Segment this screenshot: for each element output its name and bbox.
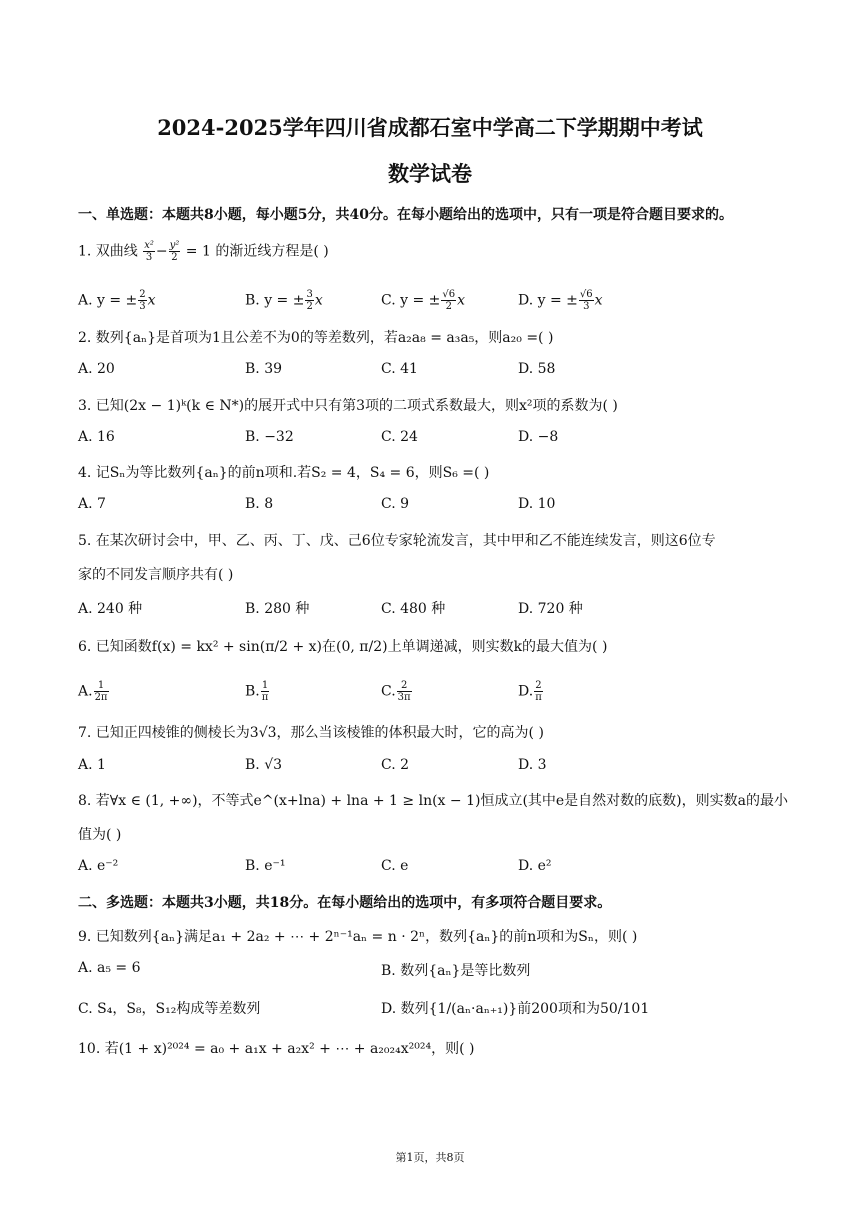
page-footer: 第1页，共8页 — [395, 1151, 465, 1164]
question-10: 10. 若(1 + x)²⁰²⁴ = a₀ + a₁x + a₂x² + ⋯ + a₂₀₂₄x²⁰²⁴，则( ) — [78, 1041, 475, 1057]
q3-option-a: A. 16 — [78, 429, 115, 445]
q3-option-b: B. −32 — [245, 429, 294, 445]
q9-option-a: A. a₅ = 6 — [78, 960, 141, 976]
q7-option-a: A. 1 — [78, 757, 106, 773]
q5-option-b: B. 280 种 — [245, 601, 310, 617]
q9-option-d: D. 数列{1/(aₙ·aₙ₊₁)}前200项和为50/101 — [381, 1001, 650, 1017]
q8-option-a: A. e⁻² — [78, 858, 119, 874]
q5-option-a: A. 240 种 — [78, 601, 143, 617]
q1-option-a: A. y = ± $\frac{2}{3}$ x — [78, 289, 156, 312]
question-1: 1. 双曲线 $\frac{\text{x²}}{3}$ − $\frac{\text{y²}}{2}$ = 1 的渐近线方程是( ) — [78, 240, 329, 263]
question-4: 4. 记Sₙ为等比数列{aₙ}的前n项和.若S₂ = 4，S₄ = 6，则S₆ =( ) — [78, 465, 490, 481]
question-2: 2. 数列{aₙ}是首项为1且公差不为0的等差数列，若a₂a₈ = a₃a₅，则a₂₀ =( ) — [78, 330, 554, 346]
q5-option-c: C. 480 种 — [381, 601, 446, 617]
question-5-line2: 家的不同发言顺序共有( ) — [78, 567, 234, 583]
section-single-choice: 一、单选题：本题共8小题，每小题5分，共40分。在每小题给出的选项中，只有一项是符合题目要求的。 — [78, 207, 733, 223]
page-subtitle: 数学试卷 — [388, 161, 472, 186]
q9-option-b: B. 数列{aₙ}是等比数列 — [381, 963, 531, 979]
question-1-stem-end: 的渐近线方程是( ) — [215, 243, 329, 260]
q4-option-b: B. 8 — [245, 496, 274, 512]
q8-option-c: C. e — [381, 858, 409, 874]
q3-option-c: C. 24 — [381, 429, 418, 445]
question-7: 7. 已知正四棱锥的侧棱长为3√3，那么当该棱锥的体积最大时，它的高为( ) — [78, 725, 544, 741]
q7-option-d: D. 3 — [518, 757, 547, 773]
question-6: 6. 已知函数f(x) = kx² + sin(π/2 + x)在(0, π/2)上单调递减，则实数k的最大值为( ) — [78, 639, 608, 655]
q8-option-d: D. e² — [518, 858, 552, 874]
fraction-x2-3: $\frac{\text{x²}}{3}$ — [144, 240, 154, 263]
q4-option-c: C. 9 — [381, 496, 410, 512]
question-5-line1: 5. 在某次研讨会中，甲、乙、丙、丁、戊、己6位专家轮流发言，其中甲和乙不能连续发言，则这6位专 — [78, 533, 716, 549]
q6-option-a: A. $\frac{1}{2\pi}$ — [78, 680, 108, 703]
question-8-line2: 值为( ) — [78, 827, 122, 843]
question-8-line1: 8. 若∀x ∈ (1, +∞)，不等式e^(x+lna) + lna + 1 ≥ ln(x − 1)恒成立(其中e是自然对数的底数)，则实数a的最小 — [78, 793, 788, 809]
q4-option-d: D. 10 — [518, 496, 556, 512]
page-title: 2024-2025学年四川省成都石室中学高二下学期期中考试 — [157, 115, 703, 140]
q3-option-d: D. −8 — [518, 429, 559, 445]
q2-option-b: B. 39 — [245, 361, 283, 377]
question-1-stem-start: 1. 双曲线 — [78, 243, 138, 260]
q7-option-b: B. √3 — [245, 757, 283, 773]
question-9: 9. 已知数列{aₙ}满足a₁ + 2a₂ + ⋯ + 2ⁿ⁻¹aₙ = n · 2ⁿ，数列{aₙ}的前n项和为Sₙ，则( ) — [78, 929, 638, 945]
q6-option-b: B. $\frac{1}{\pi}$ — [245, 680, 269, 703]
q9-option-c: C. S₄，S₈，S₁₂构成等差数列 — [78, 1001, 261, 1017]
q6-option-d: D. $\frac{2}{\pi}$ — [518, 680, 542, 703]
q2-option-a: A. 20 — [78, 361, 115, 377]
q5-option-d: D. 720 种 — [518, 601, 583, 617]
q1-option-d: D. y = ± $\frac{√6}{3}$ x — [518, 289, 603, 312]
q1-option-c: C. y = ± $\frac{√6}{2}$ x — [381, 289, 466, 312]
fraction-y2-2: $\frac{\text{y²}}{2}$ — [169, 240, 180, 263]
q2-option-c: C. 41 — [381, 361, 418, 377]
q8-option-b: B. e⁻¹ — [245, 858, 286, 874]
q2-option-d: D. 58 — [518, 361, 556, 377]
q6-option-c: C. $\frac{2}{3\pi}$ — [381, 680, 411, 703]
q7-option-c: C. 2 — [381, 757, 410, 773]
q1-option-b: B. y = ± $\frac{3}{2}$ x — [245, 289, 323, 312]
section-multi-choice: 二、多选题：本题共3小题，共18分。在每小题给出的选项中，有多项符合题目要求。 — [78, 895, 612, 911]
q4-option-a: A. 7 — [78, 496, 106, 512]
question-3: 3. 已知(2x − 1)ᵏ(k ∈ N*)的展开式中只有第3项的二项式系数最大，则x²项的系数为( ) — [78, 398, 618, 414]
